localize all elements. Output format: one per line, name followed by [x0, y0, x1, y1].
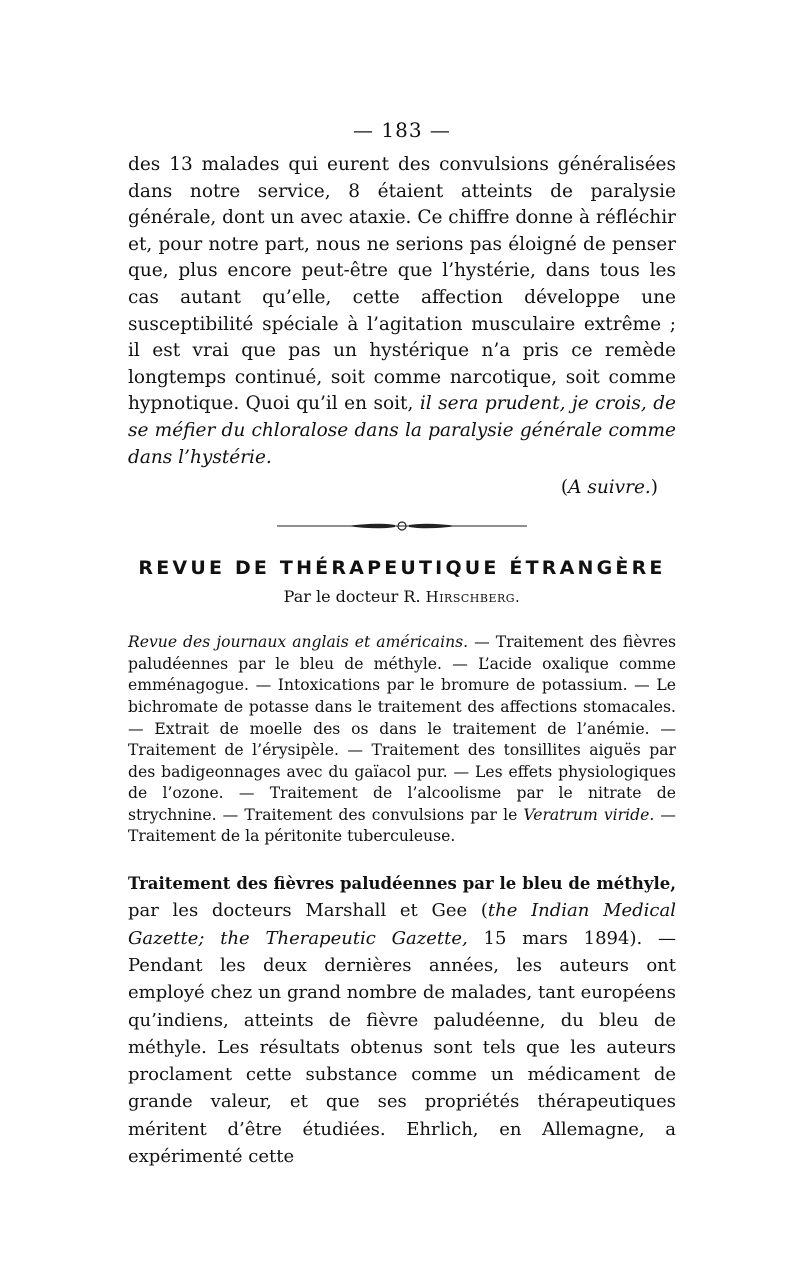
- byline-author: Hirschberg.: [425, 588, 521, 607]
- section-summary: [128, 632, 676, 848]
- paren-open: (: [560, 477, 569, 499]
- byline-prefix: Par le docteur R.: [283, 587, 426, 607]
- summary-text: — Traitement des fièvres paludéennes par le bleu de méthyle. — L’acide oxalique comme emménagogue. — Intoxications par le bromure de potassium. — Le bichromate de potasse dans le traitement des affections stomacales. — Extrait de moelle des os dans le traitement de l’anémie. — Traitement de l’érysipèle. — Traitement des tonsillites aiguës par des badigeonnages avec du gaïacol pur. — Les effets physiologiques de l’ozone. — Traitement de l’alcoolisme par le nitrate de strychnine. — Traitement des convulsions par le: [128, 633, 677, 824]
- article-paragraph: [128, 870, 676, 1170]
- summary-lead: Revue des journaux anglais et américains.: [128, 633, 469, 652]
- article-authors: par les docteurs Marshall et Gee (: [128, 900, 488, 922]
- article-journals: the Indian Medical Gazette; the Therapeutic Gazette,: [128, 900, 676, 949]
- intro-text: des 13 malades qui eurent des convulsions généralisées dans notre service, 8 étaient atteints de paralysie générale, dont un avec ataxie. Ce chiffre donne à réfléchir et, pour notre part, nous ne serions pas éloigné de penser que, plus encore peut-être que l’hystérie, dans tous les cas autant qu’elle, cette affection développe une susceptibilité spéciale à l’agitation musculaire extrême ; il est vrai que pas un hystérique n’a pris ce remède longtemps continué, soit comme narcotique, soit comme hypnotique. Quoi qu’il en soit,: [128, 154, 676, 415]
- intro-italic-conclusion: il sera prudent, je crois, de se méfier du chloralose dans la paralysie générale comme dans l’hystérie.: [128, 393, 676, 468]
- paren-close: ): [650, 477, 658, 499]
- section-title: REVUE DE THÉRAPEUTIQUE ÉTRANGÈRE: [138, 557, 666, 580]
- article-body: 15 mars 1894). — Pendant les deux dernières années, les auteurs ont employé chez un grand nombre de malades, tant européens qu’indiens, atteints de fièvre paludéenne, du bleu de méthyle. Les résultats obtenus sont tels que les auteurs proclament cette substance comme un médicament de grande valeur, et que ses propriétés thérapeutiques méritent d’être étudiées. Ehrlich, en Allemagne, a expérimenté cette: [128, 927, 676, 1168]
- article-title: Traitement des fièvres paludéennes par le bleu de méthyle,: [128, 874, 676, 894]
- summary-text-end: — Traitement de la péritonite tuberculeuse.: [128, 805, 676, 846]
- section-byline: [128, 587, 676, 606]
- to-be-continued-text: A suivre.: [568, 477, 651, 499]
- to-be-continued-note: [128, 475, 658, 501]
- summary-italic-veratrum: Veratrum viride.: [523, 805, 655, 824]
- ornamental-divider-icon: [277, 519, 527, 533]
- page-number: — 183 —: [353, 118, 451, 142]
- document-page: [128, 118, 676, 1170]
- intro-paragraph: [128, 152, 676, 471]
